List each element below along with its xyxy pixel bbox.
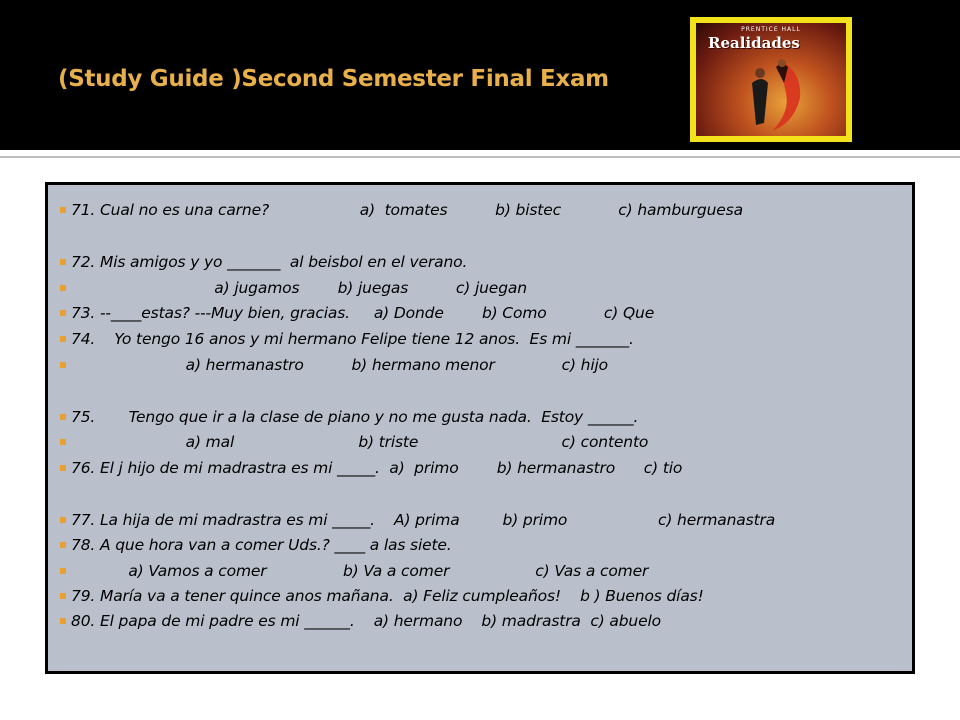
list-item: 71. Cual no es una carne? a) tomates b) bistec c) hamburguesa	[71, 201, 743, 219]
list-item: 79. María va a tener quince anos mañana. a) Feliz cumpleaños! b ) Buenos días!	[71, 587, 704, 605]
list-item: 72. Mis amigos y yo _______ al beisbol en el verano.	[71, 253, 467, 271]
bullet-icon	[60, 593, 66, 599]
bullet-icon	[60, 439, 66, 445]
list-item: 75. Tengo que ir a la clase de piano y no me gusta nada. Estoy ______.	[71, 408, 638, 426]
bullet-icon	[60, 618, 66, 624]
book-cover-image	[696, 23, 846, 136]
bullet-icon	[60, 285, 66, 291]
bullet-icon	[60, 414, 66, 420]
list-item: a) hermanastro b) hermano menor c) hijo	[71, 356, 608, 374]
bullet-icon	[60, 207, 66, 213]
bullet-icon	[60, 362, 66, 368]
list-item: 78. A que hora van a comer Uds.? ____ a las siete.	[71, 536, 452, 554]
slide-title: (Study Guide )Second Semester Final Exam	[58, 66, 609, 92]
list-item: 74. Yo tengo 16 anos y mi hermano Felipe tiene 12 anos. Es mi _______.	[71, 330, 634, 348]
list-item: 76. El j hijo de mi madrastra es mi _____. a) primo b) hermanastro c) tio	[71, 459, 682, 477]
list-item: a) mal b) triste c) contento	[71, 433, 648, 451]
question-list	[45, 182, 915, 674]
book-cover-title: Realidades	[708, 34, 800, 52]
bullet-icon	[60, 259, 66, 265]
bullet-icon	[60, 465, 66, 471]
list-item: 73. --____estas? ---Muy bien, gracias. a) Donde b) Como c) Que	[71, 304, 654, 322]
book-cover-frame	[690, 17, 852, 142]
list-item: a) Vamos a comer b) Va a comer c) Vas a comer	[71, 562, 648, 580]
dancers-illustration	[742, 53, 812, 133]
bullet-icon	[60, 336, 66, 342]
header-divider-shadow	[0, 156, 960, 158]
bullet-icon	[60, 310, 66, 316]
bullet-icon	[60, 542, 66, 548]
bullet-icon	[60, 517, 66, 523]
bullet-icon	[60, 568, 66, 574]
list-item: 77. La hija de mi madrastra es mi _____. A) prima b) primo c) hermanastra	[71, 511, 775, 529]
list-item: 80. El papa de mi padre es mi ______. a) hermano b) madrastra c) abuelo	[71, 612, 661, 630]
book-cover-publisher: PRENTICE HALL	[741, 26, 801, 33]
list-item: a) jugamos b) juegas c) juegan	[71, 279, 527, 297]
